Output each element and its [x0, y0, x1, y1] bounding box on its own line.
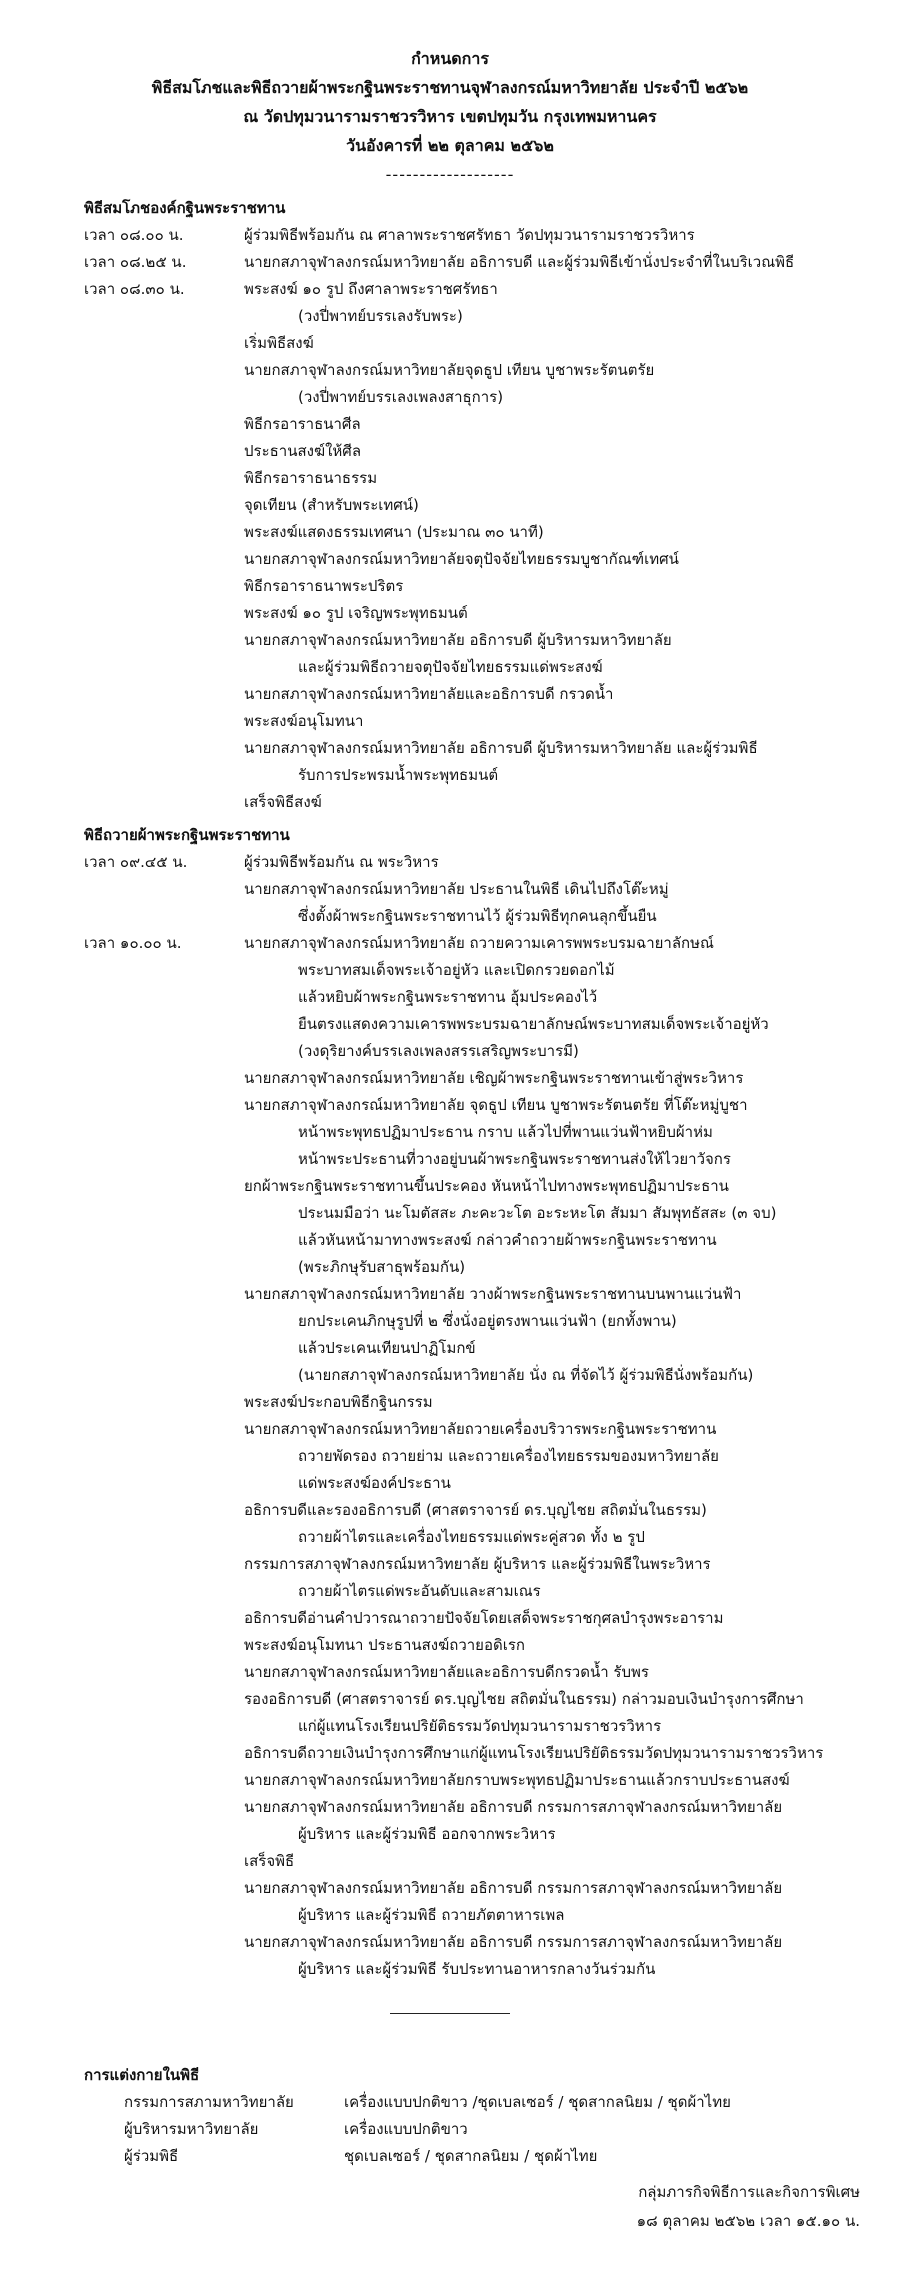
schedule-time [84, 1605, 244, 1632]
schedule-time [84, 600, 244, 627]
schedule-text: อธิการบดีและรองอธิการบดี (ศาสตราจารย์ ดร.บุญไชย สถิตมั่นในธรรม) [244, 1501, 707, 1519]
header-date: วันอังคารที่ ๒๒ ตุลาคม ๒๕๖๒ [346, 136, 554, 155]
schedule-row [84, 1335, 900, 1362]
schedule-time [84, 1686, 244, 1713]
schedule-row [84, 1281, 900, 1308]
schedule-text: พระสงฆ์แสดงธรรมเทศนา (ประมาณ ๓๐ นาที) [244, 523, 544, 541]
schedule-text: ถวายผ้าไตรและเครื่องไทยธรรมแด่พระคู่สวด ทั้ง ๒ รูป [298, 1528, 645, 1546]
schedule-row [84, 1308, 900, 1335]
footer-timestamp: ๑๘ ตุลาคม ๒๕๖๒ เวลา ๑๕.๑๐ น. [636, 2212, 860, 2230]
schedule-row [84, 1686, 900, 1713]
schedule-time [84, 1929, 244, 1956]
schedule-time [84, 1173, 244, 1200]
schedule-time [84, 1443, 244, 1470]
schedule-text: ถวายผ้าไตรแด่พระอันดับและสามเณร [298, 1582, 541, 1600]
schedule-time [84, 438, 244, 465]
section-title: พิธีถวายผ้าพระกฐินพระราชทาน [84, 826, 290, 844]
schedule-time [84, 1146, 244, 1173]
schedule-row [84, 222, 900, 249]
schedule-text: รับการประพรมน้ำพระพุทธมนต์ [298, 766, 499, 784]
header-title: กำหนดการ [411, 49, 489, 68]
schedule-row [84, 276, 900, 303]
schedule-text: ผู้บริหาร และผู้ร่วมพิธี รับประทานอาหารกลางวันร่วมกัน [298, 1960, 656, 1978]
schedule-row [84, 1632, 900, 1659]
schedule-time [84, 1551, 244, 1578]
schedule-text: นายกสภาจุฬาลงกรณ์มหาวิทยาลัย จุดธูป เทียน บูชาพระรัตนตรัย ที่โต๊ะหมู่บูชา [244, 1096, 748, 1114]
schedule-text: (นายกสภาจุฬาลงกรณ์มหาวิทยาลัย นั่ง ณ ที่จัดไว้ ผู้ร่วมพิธีนั่งพร้อมกัน) [298, 1366, 754, 1384]
schedule-text: พระสงฆ์ประกอบพิธีกฐินกรรม [244, 1393, 433, 1411]
schedule-text: นายกสภาจุฬาลงกรณ์มหาวิทยาลัยถวายเครื่องบริวารพระกฐินพระราชทาน [244, 1420, 717, 1438]
schedule-row [84, 681, 900, 708]
schedule-text: ประนมมือว่า นะโมตัสสะ ภะคะวะโต อะระหะโต สัมมา สัมพุทธัสสะ (๓ จบ) [298, 1204, 777, 1222]
schedule-time [84, 492, 244, 519]
schedule-row [84, 411, 900, 438]
dress-code-list [84, 2089, 900, 2170]
schedule-time [84, 1038, 244, 1065]
schedule-row [84, 1740, 900, 1767]
schedule-text: อธิการบดีอ่านคำปวารณาถวายปัจจัยโดยเสด็จพระราชกุศลบำรุงพระอาราม [244, 1609, 724, 1627]
schedule-time [84, 1767, 244, 1794]
schedule-row [84, 1200, 900, 1227]
schedule-row [84, 357, 900, 384]
schedule-row [84, 849, 900, 876]
schedule-text: พิธีกรอาราธนาศีล [244, 415, 361, 433]
schedule-row [84, 1470, 900, 1497]
schedule-text: ผู้ร่วมพิธีพร้อมกัน ณ พระวิหาร [244, 853, 439, 871]
schedule-row [84, 1038, 900, 1065]
schedule-row [84, 384, 900, 411]
schedule-text: นายกสภาจุฬาลงกรณ์มหาวิทยาลัยและอธิการบดีกรวดน้ำ รับพร [244, 1663, 649, 1681]
document-header [0, 0, 900, 189]
schedule-time [84, 519, 244, 546]
schedule-row [84, 762, 900, 789]
schedule-time [84, 1227, 244, 1254]
schedule-text: อธิการบดีถวายเงินบำรุงการศึกษาแก่ผู้แทนโรงเรียนปริยัติธรรมวัดปทุมวนารามราชวรวิหาร [244, 1744, 824, 1762]
schedule-text: เสร็จพิธีสงฆ์ [244, 793, 322, 811]
schedule-time [84, 984, 244, 1011]
schedule-time [84, 1497, 244, 1524]
schedule-row [84, 1767, 900, 1794]
schedule-time: เวลา ๐๘.๒๕ น. [84, 253, 187, 271]
schedule-time [84, 573, 244, 600]
schedule-time [84, 1416, 244, 1443]
schedule-row [84, 465, 900, 492]
schedule-row [84, 1362, 900, 1389]
schedule-row [84, 903, 900, 930]
schedule-row [84, 1416, 900, 1443]
schedule-time [84, 1740, 244, 1767]
schedule-time [84, 681, 244, 708]
schedule-text: นายกสภาจุฬาลงกรณ์มหาวิทยาลัย อธิการบดี ผู้บริหารมหาวิทยาลัย [244, 631, 672, 649]
schedule-sections [0, 195, 900, 1983]
schedule-text: พิธีกรอาราธนาพระปริตร [244, 577, 404, 595]
schedule-time [84, 1362, 244, 1389]
schedule-text: พระสงฆ์ ๑๐ รูป ถึงศาลาพระราชศรัทธา [244, 280, 498, 298]
dress-code-attire: เครื่องแบบปกติขาว /ชุดเบลเซอร์ / ชุดสากลนิยม / ชุดผ้าไทย [344, 2093, 731, 2111]
schedule-time [84, 1254, 244, 1281]
schedule-time [84, 465, 244, 492]
schedule-row [84, 1065, 900, 1092]
dress-code-attire: ชุดเบลเซอร์ / ชุดสากลนิยม / ชุดผ้าไทย [344, 2147, 598, 2165]
schedule-row [84, 1254, 900, 1281]
schedule-text: (พระภิกษุรับสาธุพร้อมกัน) [298, 1258, 466, 1276]
schedule-time [84, 1848, 244, 1875]
header-separator: ------------------- [385, 165, 515, 184]
dress-code-row [84, 2089, 900, 2116]
schedule-row [84, 1578, 900, 1605]
schedule-text: ยกผ้าพระกฐินพระราชทานขึ้นประคอง หันหน้าไปทางพระพุทธปฏิมาประธาน [244, 1177, 729, 1195]
schedule-time [84, 1092, 244, 1119]
schedule-row [84, 1497, 900, 1524]
schedule-text: ผู้บริหาร และผู้ร่วมพิธี ออกจากพระวิหาร [298, 1825, 556, 1843]
schedule-time [84, 1902, 244, 1929]
schedule-time [84, 1119, 244, 1146]
schedule-text: จุดเทียน (สำหรับพระเทศน์) [244, 496, 419, 514]
schedule-row [84, 249, 900, 276]
schedule-row [84, 789, 900, 816]
schedule-time [84, 1713, 244, 1740]
schedule-text: แด่พระสงฆ์องค์ประธาน [298, 1474, 451, 1492]
schedule-text: เสร็จพิธี [244, 1852, 295, 1870]
schedule-text: นายกสภาจุฬาลงกรณ์มหาวิทยาลัย อธิการบดี กรรมการสภาจุฬาลงกรณ์มหาวิทยาลัย [244, 1933, 783, 1951]
schedule-text: นายกสภาจุฬาลงกรณ์มหาวิทยาลัย อธิการบดี และผู้ร่วมพิธีเข้านั่งประจำที่ในบริเวณพิธี [244, 253, 795, 271]
schedule-row [84, 1011, 900, 1038]
schedule-row [84, 1902, 900, 1929]
schedule-row [84, 1227, 900, 1254]
schedule-time [84, 411, 244, 438]
schedule-time [84, 1470, 244, 1497]
schedule-row [84, 735, 900, 762]
divider-wrap [0, 2013, 900, 2014]
schedule-row [84, 330, 900, 357]
schedule-time [84, 1578, 244, 1605]
schedule-row [84, 708, 900, 735]
document-footer [637, 2178, 860, 2236]
schedule-text: ถวายพัดรอง ถวายย่าม และถวายเครื่องไทยธรรมของมหาวิทยาลัย [298, 1447, 719, 1465]
schedule-time [84, 1956, 244, 1983]
schedule-time [84, 876, 244, 903]
schedule-time [84, 1200, 244, 1227]
schedule-text: นายกสภาจุฬาลงกรณ์มหาวิทยาลัย อธิการบดี กรรมการสภาจุฬาลงกรณ์มหาวิทยาลัย [244, 1798, 783, 1816]
schedule-row [84, 1713, 900, 1740]
schedule-text: พระสงฆ์อนุโมทนา [244, 712, 364, 730]
schedule-time [84, 384, 244, 411]
schedule-row [84, 1173, 900, 1200]
schedule-time [84, 762, 244, 789]
schedule-text: ยืนตรงแสดงความเคารพพระบรมฉายาลักษณ์พระบาทสมเด็จพระเจ้าอยู่หัว [298, 1015, 769, 1033]
schedule-section [0, 195, 900, 816]
schedule-text: แล้วหยิบผ้าพระกฐินพระราชทาน อุ้มประคองไว้ [298, 988, 598, 1006]
schedule-text: ซึ่งตั้งผ้าพระกฐินพระราชทานไว้ ผู้ร่วมพิธีทุกคนลุกขึ้นยืน [298, 907, 657, 925]
schedule-section [0, 822, 900, 1983]
schedule-time [84, 1389, 244, 1416]
schedule-time [84, 1875, 244, 1902]
schedule-row [84, 1605, 900, 1632]
schedule-time [84, 735, 244, 762]
footer-department: กลุ่มภารกิจพิธีการและกิจการพิเศษ [638, 2183, 860, 2201]
schedule-text: นายกสภาจุฬาลงกรณ์มหาวิทยาลัยจุดธูป เทียน บูชาพระรัตนตรัย [244, 361, 655, 379]
schedule-time [84, 303, 244, 330]
schedule-time [84, 1281, 244, 1308]
schedule-row [84, 573, 900, 600]
schedule-time [84, 1632, 244, 1659]
schedule-text: แก่ผู้แทนโรงเรียนปริยัติธรรมวัดปทุมวนารามราชวรวิหาร [298, 1717, 662, 1735]
schedule-row [84, 1875, 900, 1902]
dress-code-title: การแต่งกายในพิธี [84, 2066, 200, 2084]
schedule-text: รองอธิการบดี (ศาสตราจารย์ ดร.บุญไชย สถิตมั่นในธรรม) กล่าวมอบเงินบำรุงการศึกษา [244, 1690, 804, 1708]
schedule-time [84, 708, 244, 735]
schedule-time [84, 903, 244, 930]
schedule-text: ผู้ร่วมพิธีพร้อมกัน ณ ศาลาพระราชศรัทธา วัดปทุมวนารามราชวรวิหาร [244, 226, 695, 244]
header-location: ณ วัดปทุมวนารามราชวรวิหาร เขตปทุมวัน กรุงเทพมหานคร [243, 107, 657, 126]
dress-code-attire: เครื่องแบบปกติขาว [344, 2120, 468, 2138]
schedule-row [84, 1119, 900, 1146]
schedule-time [84, 1821, 244, 1848]
schedule-row [84, 600, 900, 627]
schedule-text: นายกสภาจุฬาลงกรณ์มหาวิทยาลัย เชิญผ้าพระกฐินพระราชทานเข้าสู่พระวิหาร [244, 1069, 744, 1087]
schedule-row [84, 876, 900, 903]
header-ceremony-name: พิธีสมโภชและพิธีถวายผ้าพระกฐินพระราชทานจุฬาลงกรณ์มหาวิทยาลัย ประจำปี ๒๕๖๒ [151, 78, 749, 97]
dress-code-row [84, 2116, 900, 2143]
schedule-row [84, 984, 900, 1011]
schedule-time: เวลา ๐๘.๐๐ น. [84, 226, 184, 244]
schedule-time [84, 1524, 244, 1551]
schedule-time: เวลา ๐๙.๔๕ น. [84, 853, 188, 871]
schedule-text: และผู้ร่วมพิธีถวายจตุปัจจัยไทยธรรมแด่พระสงฆ์ [298, 658, 603, 676]
dress-code-section [0, 2062, 900, 2170]
schedule-row [84, 1956, 900, 1983]
schedule-time [84, 789, 244, 816]
schedule-row [84, 546, 900, 573]
schedule-row [84, 1092, 900, 1119]
schedule-row [84, 519, 900, 546]
schedule-time [84, 1308, 244, 1335]
schedule-row [84, 1794, 900, 1821]
schedule-row [84, 1551, 900, 1578]
schedule-time [84, 546, 244, 573]
schedule-text: พิธีกรอาราธนาธรรม [244, 469, 378, 487]
schedule-row [84, 1848, 900, 1875]
dress-code-role: กรรมการสภามหาวิทยาลัย [124, 2093, 294, 2111]
schedule-row [84, 957, 900, 984]
dress-code-row [84, 2143, 900, 2170]
schedule-text: นายกสภาจุฬาลงกรณ์มหาวิทยาลัย ถวายความเคารพพระบรมฉายาลักษณ์ [244, 934, 714, 952]
schedule-row [84, 1389, 900, 1416]
schedule-row [84, 1443, 900, 1470]
schedule-row [84, 1146, 900, 1173]
schedule-text: นายกสภาจุฬาลงกรณ์มหาวิทยาลัยและอธิการบดี กรวดน้ำ [244, 685, 614, 703]
schedule-text: หน้าพระประธานที่วางอยู่บนผ้าพระกฐินพระราชทานส่งให้ไวยาวัจกร [298, 1150, 731, 1168]
schedule-row [84, 1524, 900, 1551]
schedule-row [84, 438, 900, 465]
schedule-time [84, 1794, 244, 1821]
schedule-row [84, 1929, 900, 1956]
schedule-text: พระสงฆ์อนุโมทนา ประธานสงฆ์ถวายอดิเรก [244, 1636, 525, 1654]
schedule-row [84, 930, 900, 957]
schedule-text: แล้วประเคนเทียนปาฏิโมกข์ [298, 1339, 476, 1357]
schedule-time [84, 330, 244, 357]
schedule-row [84, 654, 900, 681]
schedule-text: ผู้บริหาร และผู้ร่วมพิธี ถวายภัตตาหารเพล [298, 1906, 565, 1924]
schedule-time [84, 1335, 244, 1362]
schedule-text: พระบาทสมเด็จพระเจ้าอยู่หัว และเปิดกรวยดอกไม้ [298, 961, 615, 979]
divider-line [390, 2013, 510, 2014]
schedule-text: (วงดุริยางค์บรรเลงเพลงสรรเสริญพระบารมี) [298, 1042, 579, 1060]
schedule-time: เวลา ๐๘.๓๐ น. [84, 280, 185, 298]
schedule-time [84, 1011, 244, 1038]
schedule-text: พระสงฆ์ ๑๐ รูป เจริญพระพุทธมนต์ [244, 604, 468, 622]
schedule-time: เวลา ๑๐.๐๐ น. [84, 934, 182, 952]
schedule-text: กรรมการสภาจุฬาลงกรณ์มหาวิทยาลัย ผู้บริหาร และผู้ร่วมพิธีในพระวิหาร [244, 1555, 711, 1573]
section-title: พิธีสมโภชองค์กฐินพระราชทาน [84, 199, 286, 217]
schedule-text: หน้าพระพุทธปฏิมาประธาน กราบ แล้วไปที่พานแว่นฟ้าหยิบผ้าห่ม [298, 1123, 713, 1141]
dress-code-role: ผู้บริหารมหาวิทยาลัย [124, 2120, 259, 2138]
schedule-text: (วงปี่พาทย์บรรเลงเพลงสาธุการ) [298, 388, 504, 406]
schedule-time [84, 1659, 244, 1686]
schedule-time [84, 654, 244, 681]
schedule-row [84, 627, 900, 654]
schedule-time [84, 627, 244, 654]
schedule-text: ยกประเคนภิกษุรูปที่ ๒ ซึ่งนั่งอยู่ตรงพานแว่นฟ้า (ยกทั้งพาน) [298, 1312, 677, 1330]
schedule-text: นายกสภาจุฬาลงกรณ์มหาวิทยาลัย อธิการบดี ผู้บริหารมหาวิทยาลัย และผู้ร่วมพิธี [244, 739, 758, 757]
schedule-text: นายกสภาจุฬาลงกรณ์มหาวิทยาลัยกราบพระพุทธปฏิมาประธานแล้วกราบประธานสงฆ์ [244, 1771, 790, 1789]
schedule-row [84, 1821, 900, 1848]
schedule-row [84, 303, 900, 330]
schedule-text: (วงปี่พาทย์บรรเลงรับพระ) [298, 307, 463, 325]
schedule-text: นายกสภาจุฬาลงกรณ์มหาวิทยาลัย อธิการบดี กรรมการสภาจุฬาลงกรณ์มหาวิทยาลัย [244, 1879, 783, 1897]
schedule-text: นายกสภาจุฬาลงกรณ์มหาวิทยาลัยจตุปัจจัยไทยธรรมบูชากัณฑ์เทศน์ [244, 550, 679, 568]
schedule-time [84, 957, 244, 984]
schedule-row [84, 1659, 900, 1686]
schedule-text: นายกสภาจุฬาลงกรณ์มหาวิทยาลัย วางผ้าพระกฐินพระราชทานบนพานแว่นฟ้า [244, 1285, 742, 1303]
schedule-text: แล้วหันหน้ามาทางพระสงฆ์ กล่าวคำถวายผ้าพระกฐินพระราชทาน [298, 1231, 717, 1249]
schedule-text: นายกสภาจุฬาลงกรณ์มหาวิทยาลัย ประธานในพิธี เดินไปถึงโต๊ะหมู่ [244, 880, 669, 898]
schedule-row [84, 492, 900, 519]
dress-code-role: ผู้ร่วมพิธี [124, 2147, 179, 2165]
schedule-text: ประธานสงฆ์ให้ศีล [244, 442, 362, 460]
schedule-time [84, 1065, 244, 1092]
schedule-time [84, 357, 244, 384]
schedule-text: เริ่มพิธีสงฆ์ [244, 334, 314, 352]
